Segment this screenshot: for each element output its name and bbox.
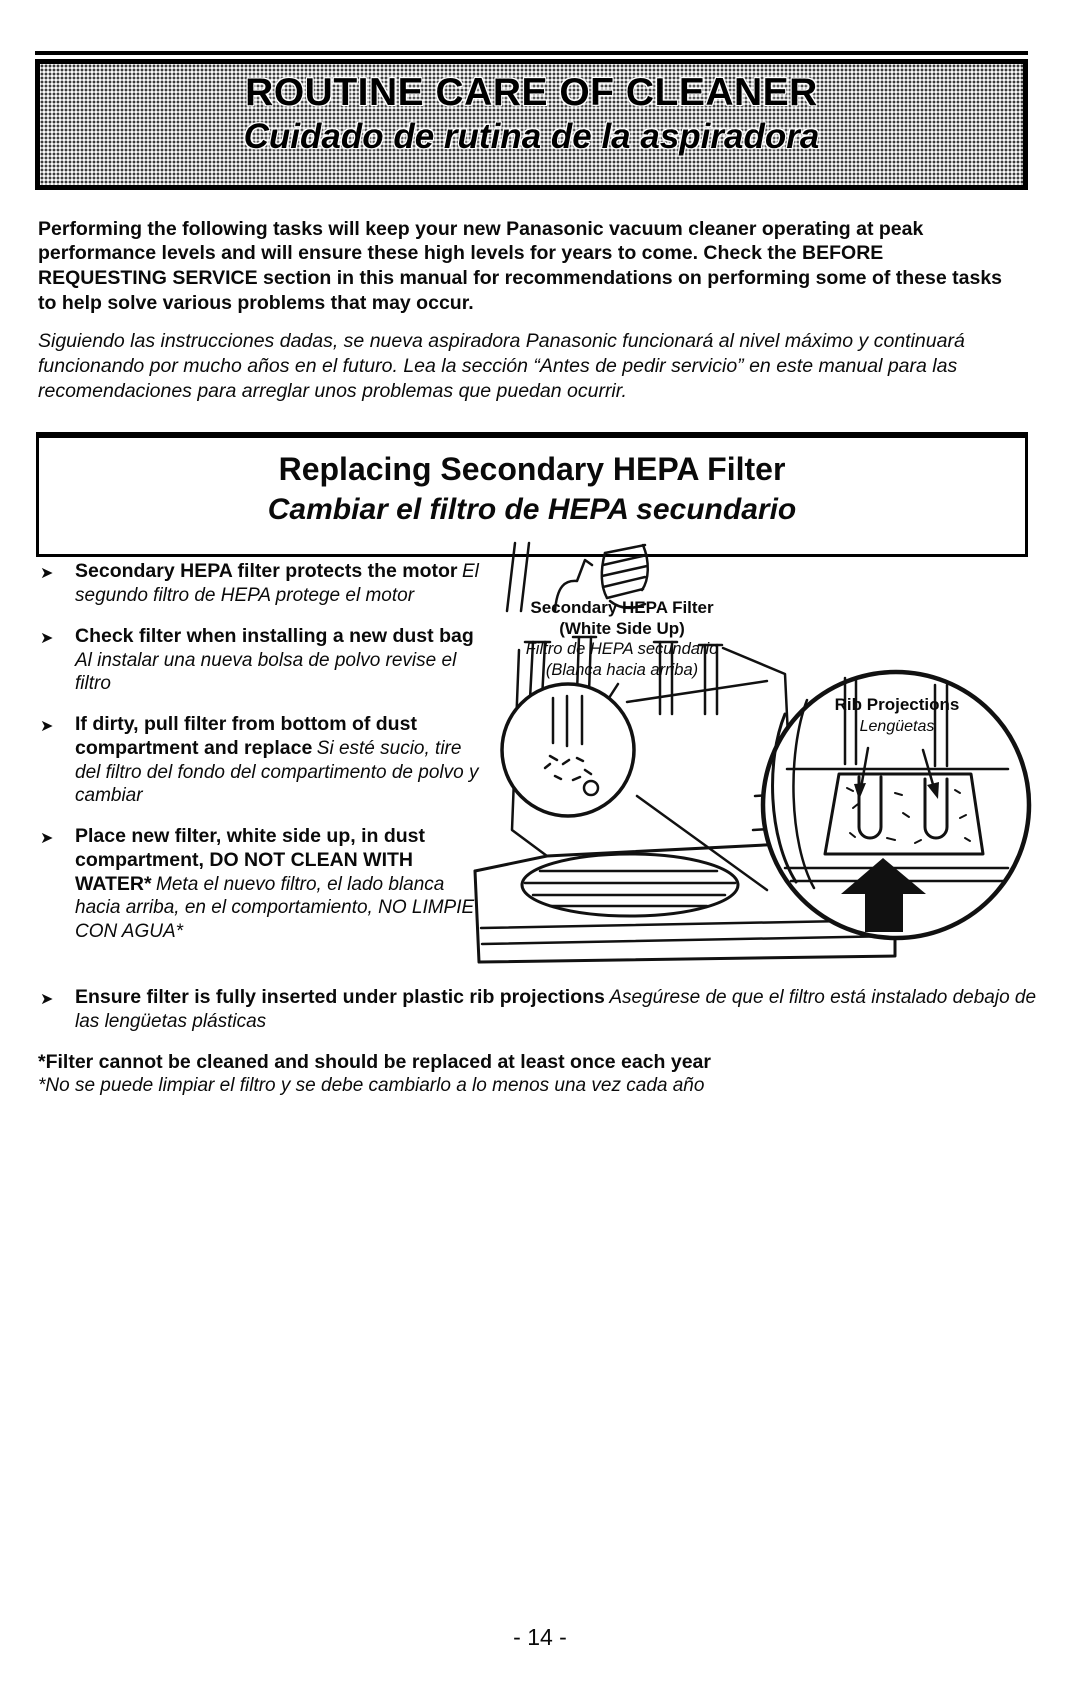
footnote	[38, 1050, 1038, 1099]
header-subtitle: Cuidado de rutina de la aspiradora	[243, 117, 820, 156]
bullet-arrow-icon: ➤	[40, 991, 54, 1008]
figure-callout	[807, 694, 987, 738]
bullet-text	[75, 825, 487, 943]
decorative-top-rule	[35, 51, 1028, 55]
bullet-text-en: Secondary HEPA filter protects the motor	[75, 560, 458, 582]
figure-callout-en: Rib Projections	[834, 695, 960, 714]
bullet-text-en: If dirty, pull filter from bottom of dust compartment and replace	[75, 713, 417, 759]
bullet-arrow-icon: ➤	[40, 565, 54, 582]
figure-label-es-line1: Filtro de HEPA secundario	[525, 640, 719, 658]
bullet-text-es: Asegúrese de que el filtro está instalado debajo de las lengüetas plásticas	[75, 987, 1037, 1032]
bullet-arrow-icon: ➤	[40, 718, 54, 736]
bullet-text-en: Check filter when installing a new dust bag	[75, 624, 474, 647]
list-item	[40, 560, 487, 607]
bullet-text	[75, 986, 1040, 1033]
bullet-text	[75, 625, 487, 695]
intro-paragraph-en: Performing the following tasks will keep your new Panasonic vacuum cleaner operating at peak performance levels and will ensure these high levels for years to come. Check the BEFORE REQUESTING SERVICE section in this manual for recommendations on performing some of these tasks to help solve various problems that may occur.	[38, 217, 1003, 314]
header-title: ROUTINE CARE OF CLEANER	[245, 71, 818, 114]
list-item	[40, 825, 487, 943]
figure-label-es-line2: (Blanca hacia arriba)	[545, 661, 699, 679]
intro-paragraph-es: Siguiendo las instrucciones dadas, se nueva aspiradora Panasonic funcionará al nivel máximo y continuará funcionando por mucho años en el futuro. Lea la sección “Antes de pedir servicio” en este manual para las recomendaciones para arreglar unos problemas que puedan ocurrir.	[38, 329, 965, 403]
figure-label-en-line2: (White Side Up)	[559, 619, 685, 638]
footnote-en: *Filter cannot be cleaned and should be replaced at least once each year	[38, 1051, 711, 1073]
bullet-text	[75, 713, 487, 807]
bullet-text-es: Meta el nuevo filtro, el lado blanca hacia arriba, en el comportamiento, NO LIMPIE CON AGUA*	[75, 873, 475, 942]
footnote-es: *No se puede limpiar el filtro y se debe cambiarlo a lo menos una vez cada año	[38, 1075, 705, 1097]
list-item	[40, 625, 487, 695]
figure-label	[463, 597, 781, 681]
list-item	[40, 713, 487, 807]
header-banner	[35, 59, 1028, 190]
section-title: Replacing Secondary HEPA Filter	[278, 451, 786, 487]
bullet-list	[40, 560, 487, 961]
figure-label-en-line1: Secondary HEPA Filter	[530, 598, 714, 617]
bullet-text-es: El segundo filtro de HEPA protege el motor	[75, 561, 479, 606]
bullet-text-en: Place new filter, white side up, in dust compartment, DO NOT CLEAN WITH WATER*	[75, 824, 425, 895]
figure-illustration	[455, 538, 1055, 978]
bullet-arrow-icon: ➤	[40, 829, 54, 847]
bullet-text-es: Si esté sucio, tire del filtro del fondo del compartimento de polvo y cambiar	[75, 737, 479, 806]
bullet-text-en: Ensure filter is fully inserted under plastic rib projections	[75, 986, 605, 1008]
page-number: - 14 -	[513, 1624, 567, 1650]
list-item	[40, 986, 1040, 1033]
bullet-text-es: Al instalar una nueva bolsa de polvo revise el filtro	[75, 649, 457, 694]
bullet-text	[75, 560, 487, 607]
figure-callout-es: Lengüetas	[859, 718, 935, 735]
section-subtitle: Cambiar el filtro de HEPA secundario	[267, 493, 797, 526]
bullet-arrow-icon: ➤	[40, 629, 54, 647]
